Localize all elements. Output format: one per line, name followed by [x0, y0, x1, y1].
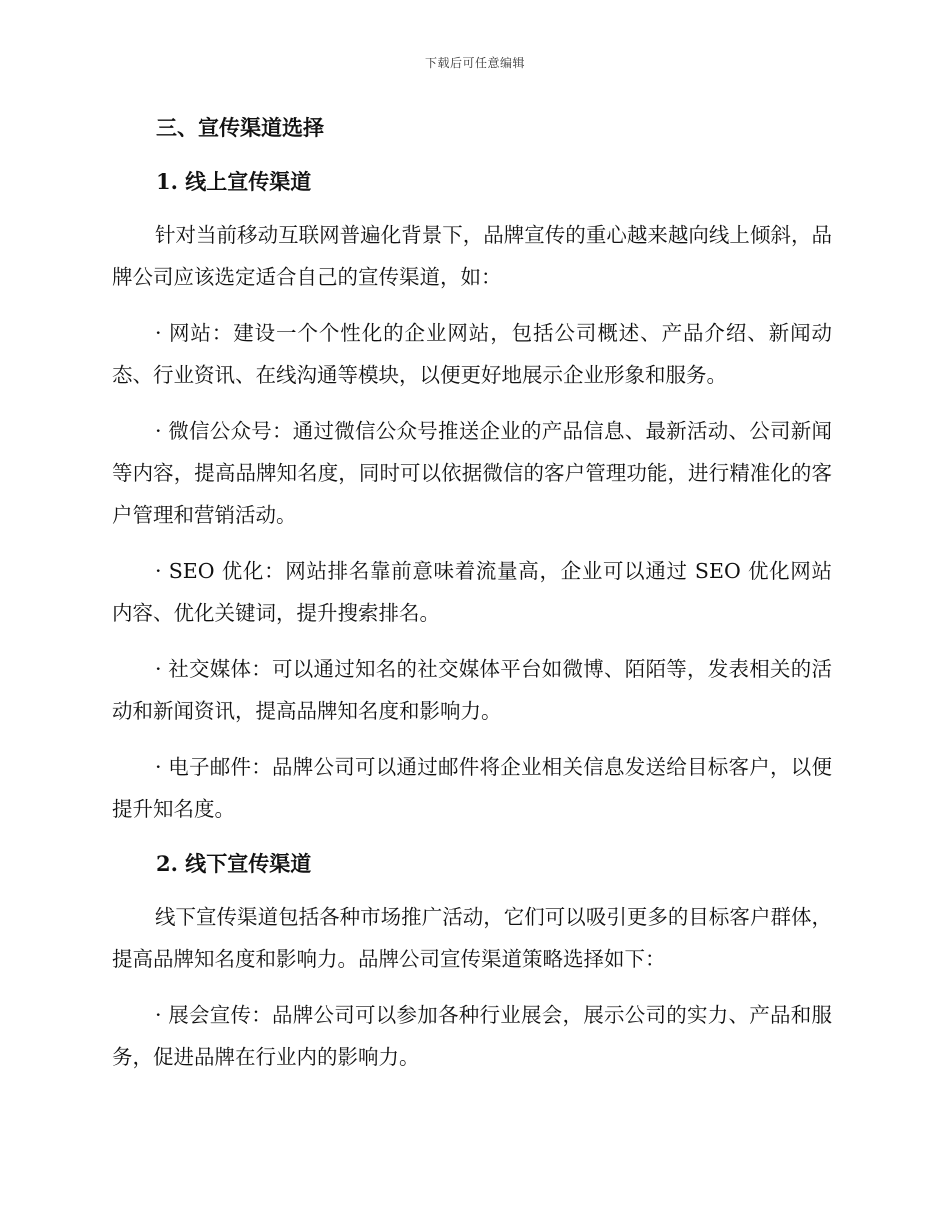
- online-channels-intro: 针对当前移动互联网普遍化背景下，品牌宣传的重心越来越向线上倾斜，品牌公司应该选定适合自己的宣传渠道，如：: [112, 223, 832, 289]
- online-channels-heading: 1. 线上宣传渠道: [156, 169, 312, 194]
- online-item-website: · 网站：建设一个个性化的企业网站，包括公司概述、产品介绍、新闻动态、行业资讯、在线沟通等模块，以便更好地展示企业形象和服务。: [112, 321, 832, 387]
- page-header-note: 下载后可任意编辑: [424, 56, 525, 70]
- offline-channels-heading: 2. 线下宣传渠道: [156, 851, 312, 876]
- section-title: 三、宣传渠道选择: [156, 115, 324, 140]
- offline-item-exhibition: · 展会宣传：品牌公司可以参加各种行业展会，展示公司的实力、产品和服务，促进品牌在行业内的影响力。: [112, 1003, 832, 1069]
- online-item-social-media: · 社交媒体：可以通过知名的社交媒体平台如微博、陌陌等，发表相关的活动和新闻资讯，提高品牌知名度和影响力。: [112, 657, 832, 723]
- offline-channels-intro: 线下宣传渠道包括各种市场推广活动，它们可以吸引更多的目标客户群体，提高品牌知名度和影响力。品牌公司宣传渠道策略选择如下：: [112, 905, 832, 971]
- document-body: [112, 108, 832, 1092]
- online-item-seo: · SEO 优化：网站排名靠前意味着流量高，企业可以通过 SEO 优化网站内容、优化关键词，提升搜索排名。: [112, 559, 832, 625]
- online-item-wechat: · 微信公众号：通过微信公众号推送企业的产品信息、最新活动、公司新闻等内容，提高品牌知名度，同时可以依据微信的客户管理功能，进行精准化的客户管理和营销活动。: [112, 419, 832, 527]
- online-item-email: · 电子邮件：品牌公司可以通过邮件将企业相关信息发送给目标客户，以便提升知名度。: [112, 755, 832, 821]
